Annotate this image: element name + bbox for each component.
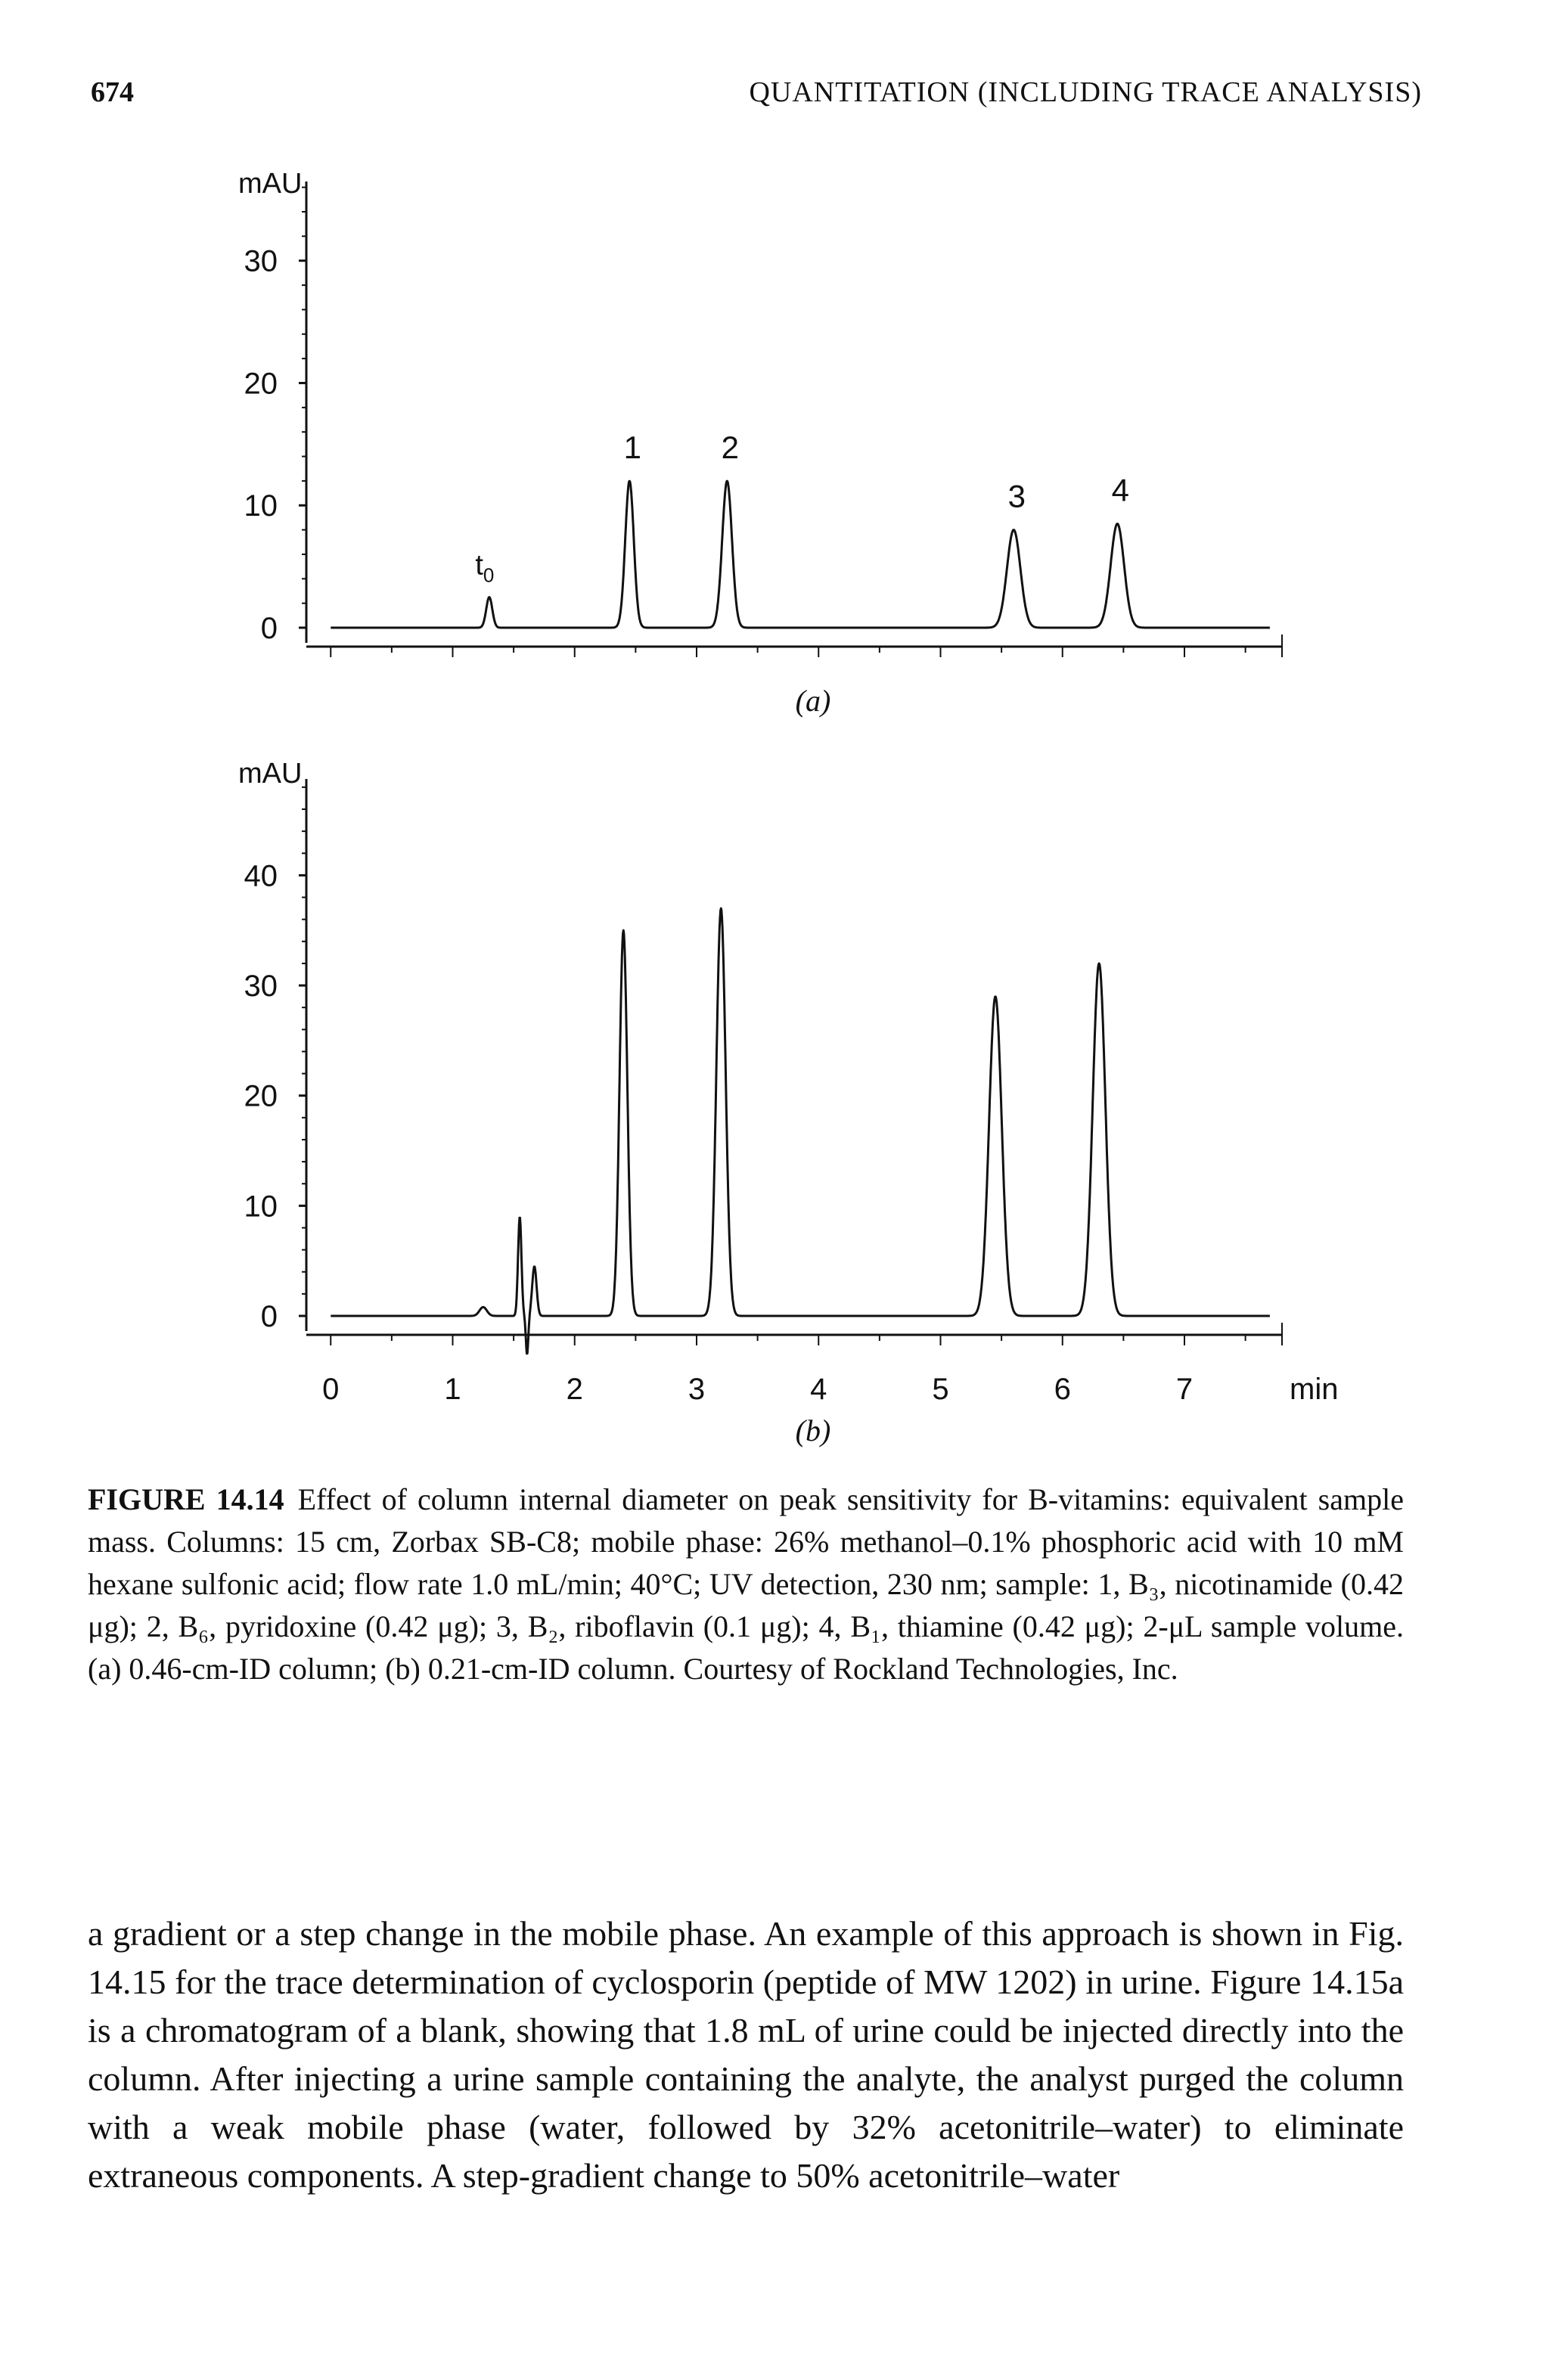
- body-paragraph-text: a gradient or a step change in the mobile phase. An example of this approach is shown in Fig. 14.15 for the trace determination of cyclosporin (peptide of MW 1202) in urine. Figure 14.15a is a chromatogram of a blank, showing that 1.8 mL of urine could be injected directly into the column. After injecting a urine sample containing the analyte, the analyst purged the column with a weak mobile phase (water, followed by 32% acetonitrile–water) to eliminate extraneous components. A step-gradient change to 50% acetonitrile–water: [88, 1914, 1404, 2195]
- y-tick-label: 30: [244, 970, 278, 1004]
- peak-label-t0: $t_0$: [475, 549, 495, 587]
- y-tick-label: 20: [244, 1079, 278, 1113]
- x-tick-label: 1: [444, 1373, 461, 1406]
- panel-a-chart: [238, 168, 1282, 718]
- y-tick-label: 30: [244, 244, 278, 278]
- y-tick-label: 20: [244, 367, 278, 401]
- chromatogram-trace: [331, 908, 1270, 1354]
- figure-caption-text: Effect of column internal diameter on peak sensitivity for B-vitamins: equivalent sample mass. Columns: 15 cm, Zorbax SB-C8; mobile phase: 26% methanol–0.1% phosphoric acid with 10 mM hexane sulfonic acid; flow rate 1.0 mL/min; 40°C; UV detection, 230 nm; sample: 1, B₃, nicotinamide (0.42 μg); 2, B₆, pyridoxine (0.42 μg); 3, B₂, riboflavin (0.1 μg); 4, B₁, thiamine (0.42 μg); 2-μL sample volume. (a) 0.46-cm-ID column; (b) 0.21-cm-ID column. Courtesy of Rockland Technologies, Inc.: [88, 1482, 1404, 1686]
- x-tick-label: 5: [932, 1373, 949, 1406]
- peak-label: 4: [1111, 472, 1129, 508]
- page-number: 674: [91, 76, 134, 108]
- figure-caption: [88, 1479, 1404, 1690]
- x-tick-label: 6: [1054, 1373, 1071, 1406]
- panel-b-chart: [238, 758, 1338, 1448]
- y-tick-label: 0: [260, 612, 278, 645]
- x-tick-label: 7: [1175, 1373, 1194, 1406]
- x-tick-label: 3: [688, 1373, 706, 1406]
- x-tick-label: 0: [322, 1373, 340, 1406]
- body-paragraph: [88, 1910, 1404, 2200]
- x-axis-label: min: [1290, 1373, 1339, 1406]
- panel-label: (b): [795, 1413, 831, 1448]
- x-tick-label: 2: [566, 1373, 583, 1406]
- x-tick-label: 4: [810, 1373, 827, 1406]
- y-tick-label: 0: [260, 1300, 278, 1333]
- y-axis-label: mAU: [238, 758, 303, 790]
- y-tick-label: 40: [244, 859, 278, 893]
- peak-label: 3: [1007, 478, 1026, 514]
- running-head: QUANTITATION (INCLUDING TRACE ANALYSIS): [749, 76, 1422, 108]
- y-tick-label: 10: [244, 489, 278, 523]
- y-tick-label: 10: [244, 1190, 278, 1224]
- peak-label: 1: [623, 429, 641, 465]
- panel-label: (a): [795, 684, 831, 718]
- y-axis-label: mAU: [238, 168, 303, 200]
- peak-label: 2: [721, 429, 739, 465]
- figure-label: FIGURE 14.14: [88, 1482, 284, 1516]
